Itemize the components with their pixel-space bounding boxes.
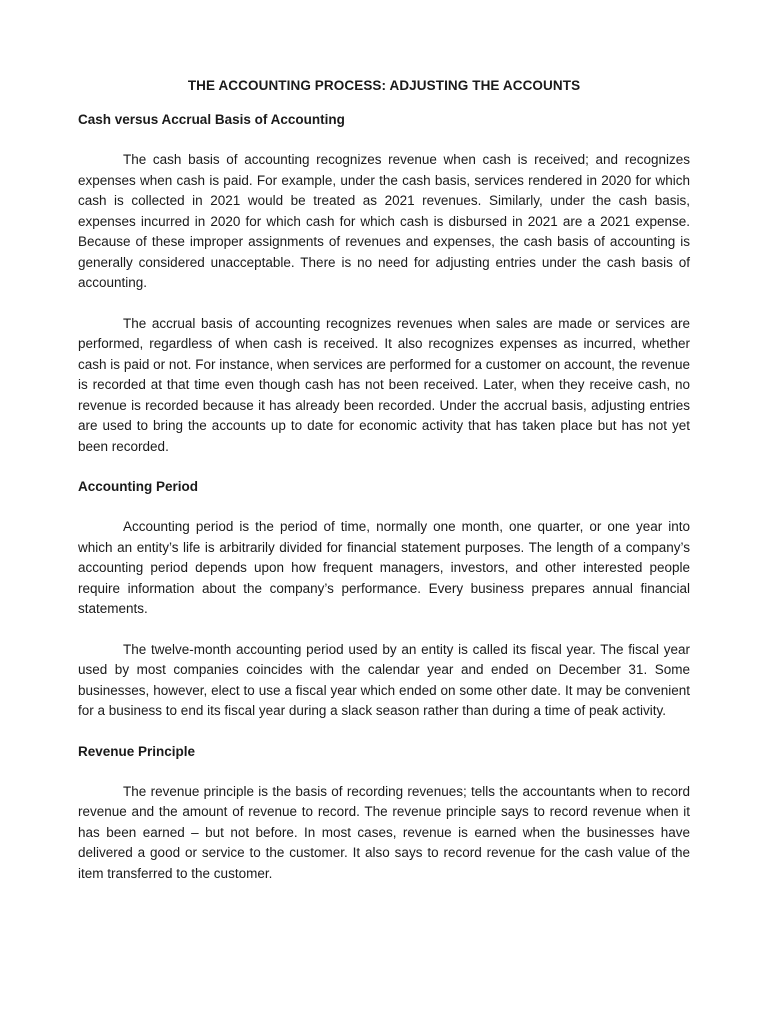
paragraph: The revenue principle is the basis of recording revenues; tells the accountants when to record revenue and the amount of revenue to record. The revenue principle says to record revenue when it has been earned – but not before. In most cases, revenue is earned when the businesses have delivered a good or service to the customer. It also says to record revenue for the cash value of the item transferred to the customer. [78, 783, 690, 881]
section-heading: Revenue Principle [78, 743, 196, 759]
paragraph: The twelve-month accounting period used by an entity is called its fiscal year. The fiscal year used by most companies coincides with the calendar year and ended on December 31. Some businesses, however, elect to use a fiscal year which ended on some other date. It may be convenient for a business to end its fiscal year during a slack season rather than during a time of peak activity. [78, 641, 690, 718]
section-revenue-principle [78, 742, 690, 885]
document-title: THE ACCOUNTING PROCESS: ADJUSTING THE ACCOUNTS [187, 78, 581, 93]
paragraph: The cash basis of accounting recognizes revenue when cash is received; and recognizes expenses when cash is paid. For example, under the cash basis, services rendered in 2020 for which cash is collected in 2021 would be treated as 2021 revenues. Similarly, under the cash basis, expenses incurred in 2020 for which cash for which cash is disbursed in 2021 are a 2021 expense. Because of these improper assignments of revenues and expenses, the cash basis of accounting is generally considered unacceptable. There is no need for adjusting entries under the cash basis of accounting. [78, 152, 690, 290]
section-accounting-period [78, 477, 690, 722]
section-heading: Accounting Period [78, 479, 199, 494]
section-heading: Cash versus Accrual Basis of Accounting [78, 112, 345, 127]
section-cash-vs-accrual [78, 110, 690, 457]
paragraph: Accounting period is the period of time, normally one month, one quarter, or one year into which an entity’s life is arbitrarily divided for financial statement purposes. The length of a company’s accounting period depends upon how frequent managers, investors, and other interested people require information about the company’s performance. Every business prepares annual financial statements. [78, 519, 690, 616]
paragraph: The accrual basis of accounting recognizes revenues when sales are made or services are performed, regardless of when cash is received. It also recognizes expenses as incurred, whether cash is paid or not. For instance, when services are performed for a customer on account, the revenue is recorded at that time even though cash has not been received. Later, when they receive cash, no revenue is recorded because it has already been recorded. Under the accrual basis, adjusting entries are used to bring the accounts up to date for economic activity that has taken place but has not yet been recorded. [78, 315, 690, 454]
document-page [78, 76, 690, 904]
